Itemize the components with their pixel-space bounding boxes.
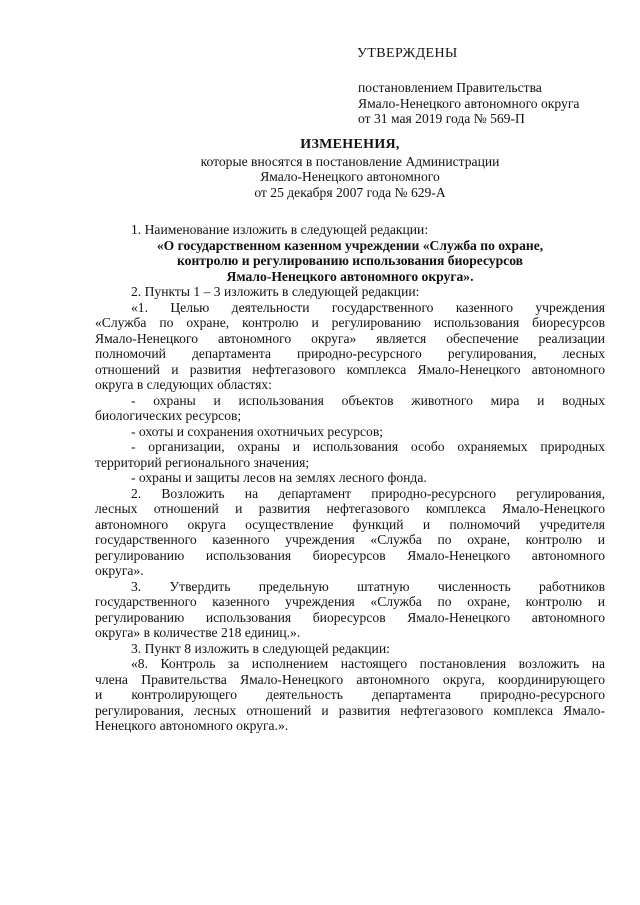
body-line: регулированию использования биоресурсов Ямало-Ненецкого автономного xyxy=(95,547,605,563)
body-line: территорий регионального значения; xyxy=(95,454,310,470)
approval-line: постановлением Правительства xyxy=(358,80,542,95)
document-body xyxy=(95,222,605,734)
body-line: «8. Контроль за исполнением настоящего постановления возложить на xyxy=(131,656,605,671)
body-line: округа в следующих областях: xyxy=(95,377,272,392)
body-line: 1. Наименование изложить в следующей редакции: xyxy=(131,222,429,237)
body-line: 2. Пункты 1 – 3 изложить в следующей редакции: xyxy=(131,284,420,299)
body-line: округа» в количестве 218 единиц.». xyxy=(95,625,301,640)
body-line: полномочий департамента природно-ресурсного регулирования, лесных xyxy=(95,346,605,361)
body-line: 3. Утвердить предельную штатную численность работников xyxy=(131,578,605,594)
approval-details xyxy=(358,80,628,127)
body-line: округа». xyxy=(95,563,144,578)
body-line: - организации, охраны и использования особо охраняемых природных xyxy=(131,439,605,454)
body-line: биологических ресурсов; xyxy=(95,408,242,423)
body-line: - охраны и защиты лесов на землях лесного фонда. xyxy=(131,470,427,485)
body-line: государственного казенного учреждения «Служба по охране, контролю и xyxy=(95,532,605,547)
body-line: 3. Пункт 8 изложить в следующей редакции: xyxy=(131,640,390,656)
title-line: от 25 декабря 2007 года № 629-А xyxy=(254,184,446,200)
body-line: «Служба по охране, контролю и регулированию использования биоресурсов xyxy=(95,315,605,330)
body-line: государственного казенного учреждения «Служба по охране, контролю и xyxy=(95,594,605,609)
title-line: Ямало-Ненецкого автономного xyxy=(260,169,440,184)
body-line: отношений и развития нефтегазового комплекса Ямало-Ненецкого автономного xyxy=(95,361,605,377)
document-title xyxy=(90,137,610,200)
body-line: регулирования, лесных отношений и развития нефтегазового комплекса Ямало- xyxy=(95,702,605,718)
body-line: 2. Возложить на департамент природно-ресурсного регулирования, xyxy=(131,485,605,501)
body-line: «О государственном казенном учреждении «Служба по охране, xyxy=(156,237,544,253)
body-line: Ямало-Ненецкого автономного округа» является обеспечение реализации xyxy=(95,330,605,346)
body-line: «1. Целью деятельности государственного казенного учреждения xyxy=(131,299,605,315)
body-line: - охраны и использования объектов животного мира и водных xyxy=(131,392,605,408)
approval-line: Ямало-Ненецкого автономного округа xyxy=(358,95,580,111)
body-line: лесных отношений и развития нефтегазового комплекса Ямало-Ненецкого xyxy=(95,501,605,516)
body-line: - охоты и сохранения охотничьих ресурсов; xyxy=(131,423,384,439)
title-line: которые вносятся в постановление Администрации xyxy=(200,153,500,169)
approved-label: УТВЕРЖДЕНЫ xyxy=(357,46,458,61)
body-line: автономного округа осуществление функций и полномочий учредителя xyxy=(95,516,605,532)
title-heading: ИЗМЕНЕНИЯ, xyxy=(300,137,400,152)
body-line: и контролирующего деятельность департамента природно-ресурсного xyxy=(95,687,605,702)
body-line: Ненецкого автономного округа.». xyxy=(95,718,289,733)
body-line: регулированию использования биоресурсов Ямало-Ненецкого автономного xyxy=(95,609,605,625)
body-line: контролю и регулированию использования биоресурсов xyxy=(177,253,523,268)
body-line: Ямало-Ненецкого автономного округа». xyxy=(226,268,474,284)
body-line: члена Правительства Ямало-Ненецкого автономного округа, координирующего xyxy=(95,671,605,687)
approval-line: от 31 мая 2019 года № 569-П xyxy=(358,111,525,126)
